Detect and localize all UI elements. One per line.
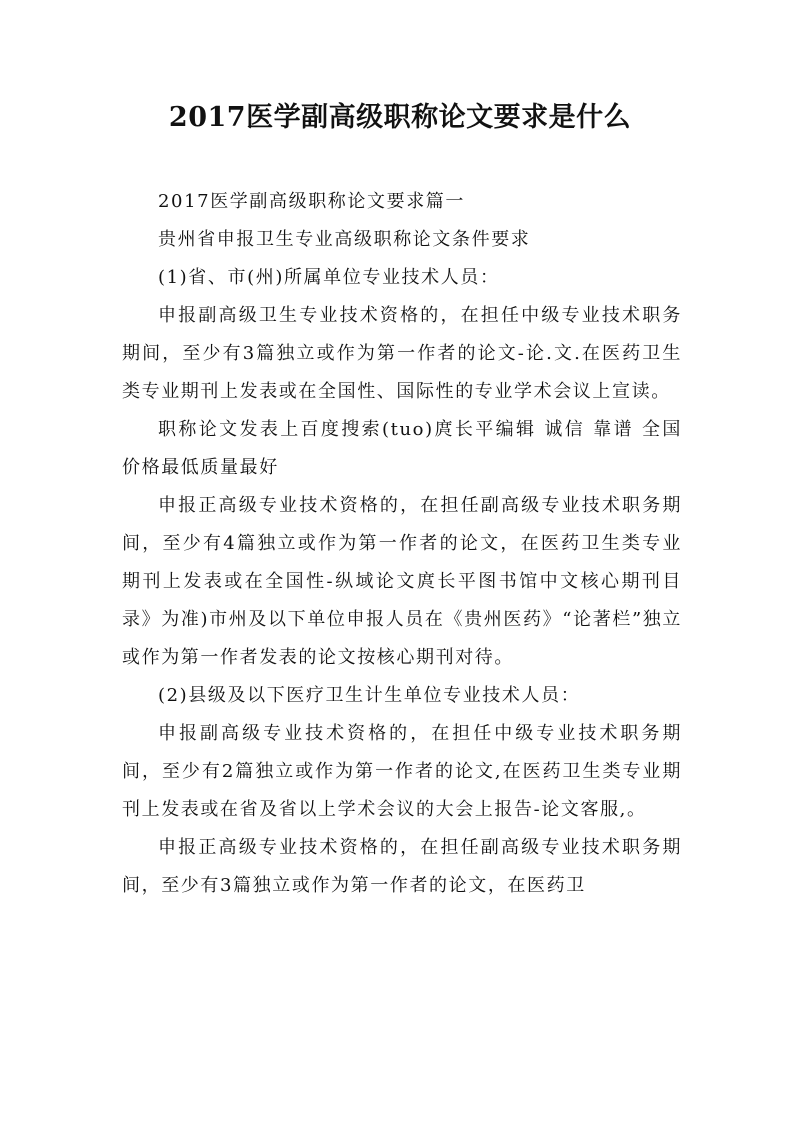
paragraph: 申报正高级专业技术资格的，在担任副高级专业技术职务期间，至少有4篇独立或作为第一作者的论文，在医药卫生类专业期刊上发表或在全国性-纵域论文庹长平图书馆中文核心期刊目录》为准)市州及以下单位申报人员在《贵州医药》“论著栏”独立或作为第一作者发表的论文按核心期刊对待。	[122, 495, 682, 668]
paragraph: 申报副高级专业技术资格的，在担任中级专业技术职务期间，至少有2篇独立或作为第一作者的论文,在医药卫生类专业期刊上发表或在省及省以上学术会议的大会上报告-论文客服,。	[122, 723, 682, 820]
paragraph-item-2: (2)县级及以下医疗卫生计生单位专业技术人员：	[158, 685, 581, 706]
paragraph-ad: 职称论文发表上百度搜索(tuo)庹长平编辑 诚信 靠谱 全国价格最低质量最好	[122, 419, 682, 478]
document-title: 2017医学副高级职称论文要求是什么	[168, 102, 632, 133]
paragraph-item-1: (1)省、市(州)所属单位专业技术人员：	[158, 267, 500, 288]
paragraph: 申报正高级专业技术资格的，在担任副高级专业技术职务期间，至少有3篇独立或作为第一作者的论文，在医药卫	[122, 837, 682, 896]
paragraph-heading: 2017医学副高级职称论文要求篇一	[158, 191, 466, 212]
document-body	[122, 183, 682, 905]
paragraph: 申报副高级卫生专业技术资格的，在担任中级专业技术职务期间，至少有3篇独立或作为第一作者的论文-论.文.在医药卫生类专业期刊上发表或在全国性、国际性的专业学术会议上宣读。	[122, 305, 682, 402]
paragraph-subheading: 贵州省申报卫生专业高级职称论文条件要求	[158, 229, 531, 250]
